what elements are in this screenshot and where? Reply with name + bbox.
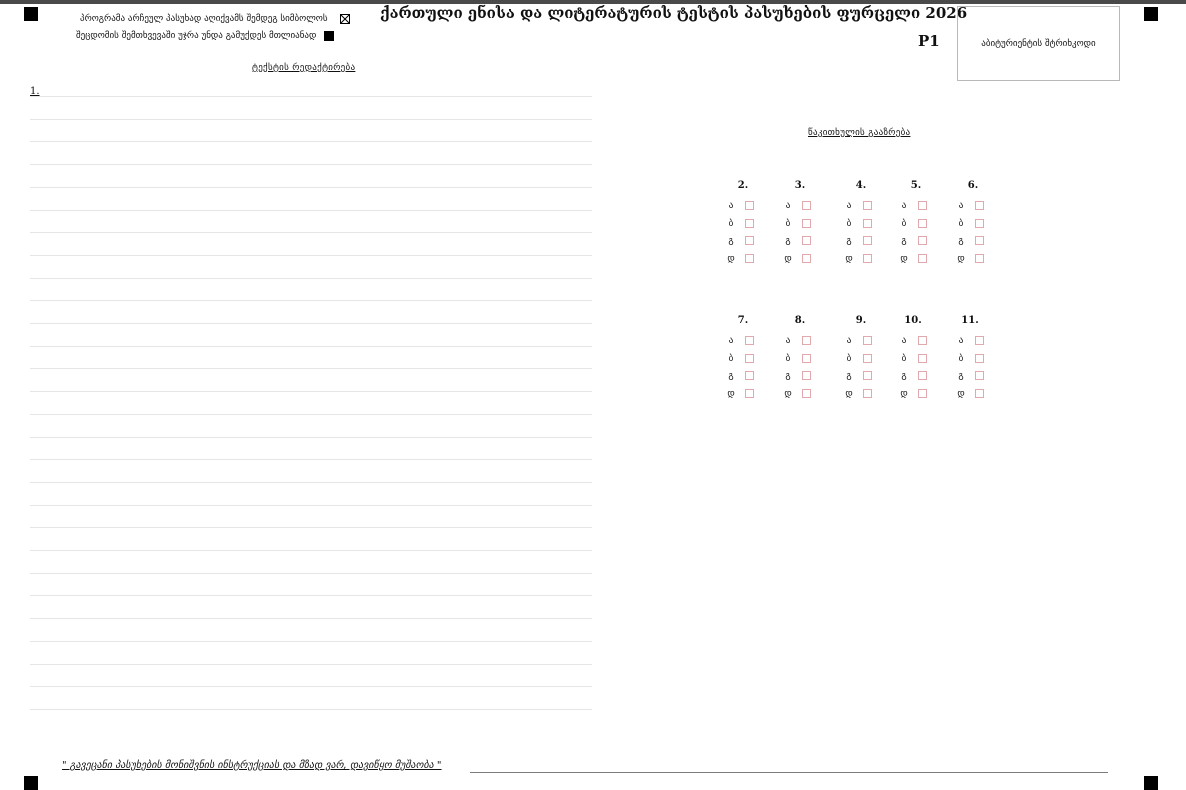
option-letter: ა: [728, 336, 734, 346]
writing-line[interactable]: [30, 527, 592, 528]
writing-line[interactable]: [30, 323, 592, 324]
option-letter: გ: [785, 236, 791, 246]
answer-checkbox[interactable]: [745, 389, 754, 398]
filled-box-icon: [324, 31, 334, 41]
answer-option: [955, 201, 1015, 217]
answer-checkbox[interactable]: [918, 371, 927, 380]
answer-checkbox[interactable]: [863, 219, 872, 228]
legend-mark-text: პროგრამა არჩეულ პასუხად აღიქვამს შემდეგ სიმბოლოს: [80, 14, 328, 24]
answer-checkbox[interactable]: [802, 254, 811, 263]
option-letter: ა: [901, 201, 907, 211]
answer-option: [843, 354, 903, 370]
option-letter: გ: [846, 371, 852, 381]
answer-option: [725, 354, 785, 370]
answer-checkbox[interactable]: [802, 236, 811, 245]
answer-checkbox[interactable]: [975, 219, 984, 228]
registration-mark-bottom-right: [1144, 776, 1158, 790]
answer-option: [955, 219, 1015, 235]
question-number: 3.: [794, 180, 806, 191]
option-letter: ბ: [728, 218, 734, 229]
answer-checkbox[interactable]: [745, 354, 754, 363]
registration-mark-top-right: [1144, 7, 1158, 21]
writing-line[interactable]: [30, 278, 592, 279]
answer-option: [725, 236, 785, 252]
task-number: 1.: [30, 86, 40, 97]
answer-checkbox[interactable]: [802, 336, 811, 345]
option-letter: გ: [958, 371, 964, 381]
option-letter: ბ: [958, 218, 964, 229]
answer-option: [898, 371, 958, 387]
registration-mark-top-left: [24, 7, 38, 21]
answer-checkbox[interactable]: [918, 201, 927, 210]
answer-option: [955, 336, 1015, 352]
question-number: 9.: [855, 315, 867, 326]
answer-option: [843, 236, 903, 252]
answer-checkbox[interactable]: [975, 254, 984, 263]
answer-option: [725, 201, 785, 217]
answer-checkbox[interactable]: [802, 219, 811, 228]
writing-line[interactable]: [30, 482, 592, 483]
barcode-box: [957, 6, 1120, 81]
answer-option: [955, 371, 1015, 387]
crossed-box-icon: [340, 14, 350, 24]
answer-checkbox[interactable]: [918, 236, 927, 245]
answer-option: [843, 254, 903, 270]
legend-correction-text: შეცდომის შემთხვევაში უჯრა უნდა გამუქდეს მთლიანად: [76, 31, 317, 41]
writing-line[interactable]: [30, 368, 592, 369]
option-letter: ა: [958, 336, 964, 346]
answer-option: [782, 336, 842, 352]
option-letter: ა: [846, 336, 852, 346]
answer-option: [725, 336, 785, 352]
option-letter: ა: [846, 201, 852, 211]
answer-option: [782, 236, 842, 252]
writing-line[interactable]: [30, 187, 592, 188]
answer-option: [898, 389, 958, 405]
answer-checkbox[interactable]: [802, 354, 811, 363]
option-letter: ბ: [846, 218, 852, 229]
writing-line[interactable]: [30, 255, 592, 256]
mc-heading: წაკითხულის გააზრება: [808, 128, 911, 138]
writing-line[interactable]: [30, 505, 592, 506]
answer-checkbox[interactable]: [918, 219, 927, 228]
answer-option: [782, 201, 842, 217]
answer-option: [725, 371, 785, 387]
option-letter: ა: [728, 201, 734, 211]
option-letter: გ: [901, 236, 907, 246]
answer-option: [782, 371, 842, 387]
answer-option: [955, 354, 1015, 370]
writing-line[interactable]: [30, 164, 592, 165]
answer-checkbox[interactable]: [918, 389, 927, 398]
answer-option: [898, 336, 958, 352]
answer-checkbox[interactable]: [975, 236, 984, 245]
option-letter: დ: [845, 388, 853, 399]
answer-checkbox[interactable]: [745, 219, 754, 228]
answer-checkbox[interactable]: [745, 236, 754, 245]
page-title: ქართული ენისა და ლიტერატურის ტესტის პასუხების ფურცელი 2026: [380, 4, 968, 22]
legend-correction-row: [76, 31, 334, 41]
question-number: 11.: [961, 315, 979, 326]
option-letter: დ: [845, 253, 853, 264]
answer-option: [782, 254, 842, 270]
writing-line[interactable]: [30, 641, 592, 642]
option-letter: დ: [900, 388, 908, 399]
question-number: 4.: [855, 180, 867, 191]
writing-line[interactable]: [30, 346, 592, 347]
question-number: 5.: [910, 180, 922, 191]
writing-line[interactable]: [30, 664, 592, 665]
option-letter: გ: [958, 236, 964, 246]
answer-option: [955, 236, 1015, 252]
writing-line[interactable]: [30, 391, 592, 392]
option-letter: ბ: [728, 353, 734, 364]
question-number: 2.: [737, 180, 749, 191]
option-letter: გ: [728, 236, 734, 246]
writing-line[interactable]: [30, 414, 592, 415]
option-letter: დ: [727, 388, 735, 399]
option-letter: ბ: [785, 353, 791, 364]
answer-option: [898, 354, 958, 370]
option-letter: ბ: [901, 353, 907, 364]
answer-option: [725, 219, 785, 235]
legend-mark-row: [80, 14, 350, 24]
question-number: 6.: [967, 180, 979, 191]
writing-line[interactable]: [30, 686, 592, 687]
answer-option: [725, 254, 785, 270]
answer-checkbox[interactable]: [745, 371, 754, 380]
writing-line[interactable]: [30, 573, 592, 574]
answer-checkbox[interactable]: [863, 236, 872, 245]
signature-line[interactable]: [470, 772, 1108, 773]
writing-line[interactable]: [30, 141, 592, 142]
answer-option: [843, 336, 903, 352]
option-letter: დ: [957, 388, 965, 399]
answer-option: [843, 389, 903, 405]
answer-option: [782, 389, 842, 405]
answer-checkbox[interactable]: [745, 201, 754, 210]
answer-option: [898, 236, 958, 252]
answer-checkbox[interactable]: [863, 371, 872, 380]
answer-checkbox[interactable]: [918, 336, 927, 345]
option-letter: ა: [785, 336, 791, 346]
writing-line[interactable]: [30, 618, 592, 619]
answer-checkbox[interactable]: [863, 201, 872, 210]
option-letter: ბ: [958, 353, 964, 364]
answer-checkbox[interactable]: [745, 336, 754, 345]
registration-mark-bottom-left: [24, 776, 38, 790]
writing-line[interactable]: [30, 119, 592, 120]
option-letter: ბ: [785, 218, 791, 229]
option-letter: ბ: [901, 218, 907, 229]
answer-option: [898, 201, 958, 217]
answer-checkbox[interactable]: [863, 336, 872, 345]
writing-line[interactable]: [30, 709, 592, 710]
answer-option: [843, 371, 903, 387]
answer-checkbox[interactable]: [975, 371, 984, 380]
answer-checkbox[interactable]: [918, 354, 927, 363]
option-letter: გ: [901, 371, 907, 381]
answer-checkbox[interactable]: [802, 201, 811, 210]
answer-checkbox[interactable]: [975, 389, 984, 398]
option-letter: დ: [957, 253, 965, 264]
variant-code: P1: [918, 32, 940, 50]
answer-option: [955, 389, 1015, 405]
option-letter: დ: [784, 388, 792, 399]
option-letter: დ: [727, 253, 735, 264]
answer-checkbox[interactable]: [975, 336, 984, 345]
question-number: 10.: [904, 315, 922, 326]
footer-statement: " გავეცანი პასუხების მონიშვნის ინსტრუქციას და მზად ვარ, დავიწყო მუშაობა ": [62, 760, 442, 771]
option-letter: დ: [900, 253, 908, 264]
answer-option: [782, 354, 842, 370]
question-number: 8.: [794, 315, 806, 326]
answer-option: [782, 219, 842, 235]
written-task-heading: ტექსტის რედაქტირება: [252, 63, 356, 73]
option-letter: დ: [784, 253, 792, 264]
option-letter: ა: [785, 201, 791, 211]
answer-option: [955, 254, 1015, 270]
writing-line[interactable]: [30, 459, 592, 460]
writing-line[interactable]: [30, 96, 592, 97]
question-number: 7.: [737, 315, 749, 326]
option-letter: გ: [728, 371, 734, 381]
writing-line[interactable]: [30, 437, 592, 438]
option-letter: ბ: [846, 353, 852, 364]
answer-option: [898, 254, 958, 270]
writing-line[interactable]: [30, 232, 592, 233]
option-letter: ა: [958, 201, 964, 211]
answer-option: [843, 201, 903, 217]
answer-checkbox[interactable]: [802, 371, 811, 380]
barcode-box-label: აბიტურიენტის შტრიხკოდი: [981, 38, 1096, 49]
writing-line[interactable]: [30, 550, 592, 551]
answer-checkbox[interactable]: [802, 389, 811, 398]
option-letter: გ: [846, 236, 852, 246]
answer-option: [843, 219, 903, 235]
writing-line[interactable]: [30, 595, 592, 596]
writing-line[interactable]: [30, 300, 592, 301]
answer-checkbox[interactable]: [863, 389, 872, 398]
option-letter: გ: [785, 371, 791, 381]
answer-checkbox[interactable]: [745, 254, 754, 263]
writing-line[interactable]: [30, 210, 592, 211]
answer-checkbox[interactable]: [863, 354, 872, 363]
option-letter: ა: [901, 336, 907, 346]
answer-checkbox[interactable]: [918, 254, 927, 263]
answer-option: [898, 219, 958, 235]
answer-checkbox[interactable]: [863, 254, 872, 263]
answer-checkbox[interactable]: [975, 354, 984, 363]
answer-option: [725, 389, 785, 405]
answer-checkbox[interactable]: [975, 201, 984, 210]
